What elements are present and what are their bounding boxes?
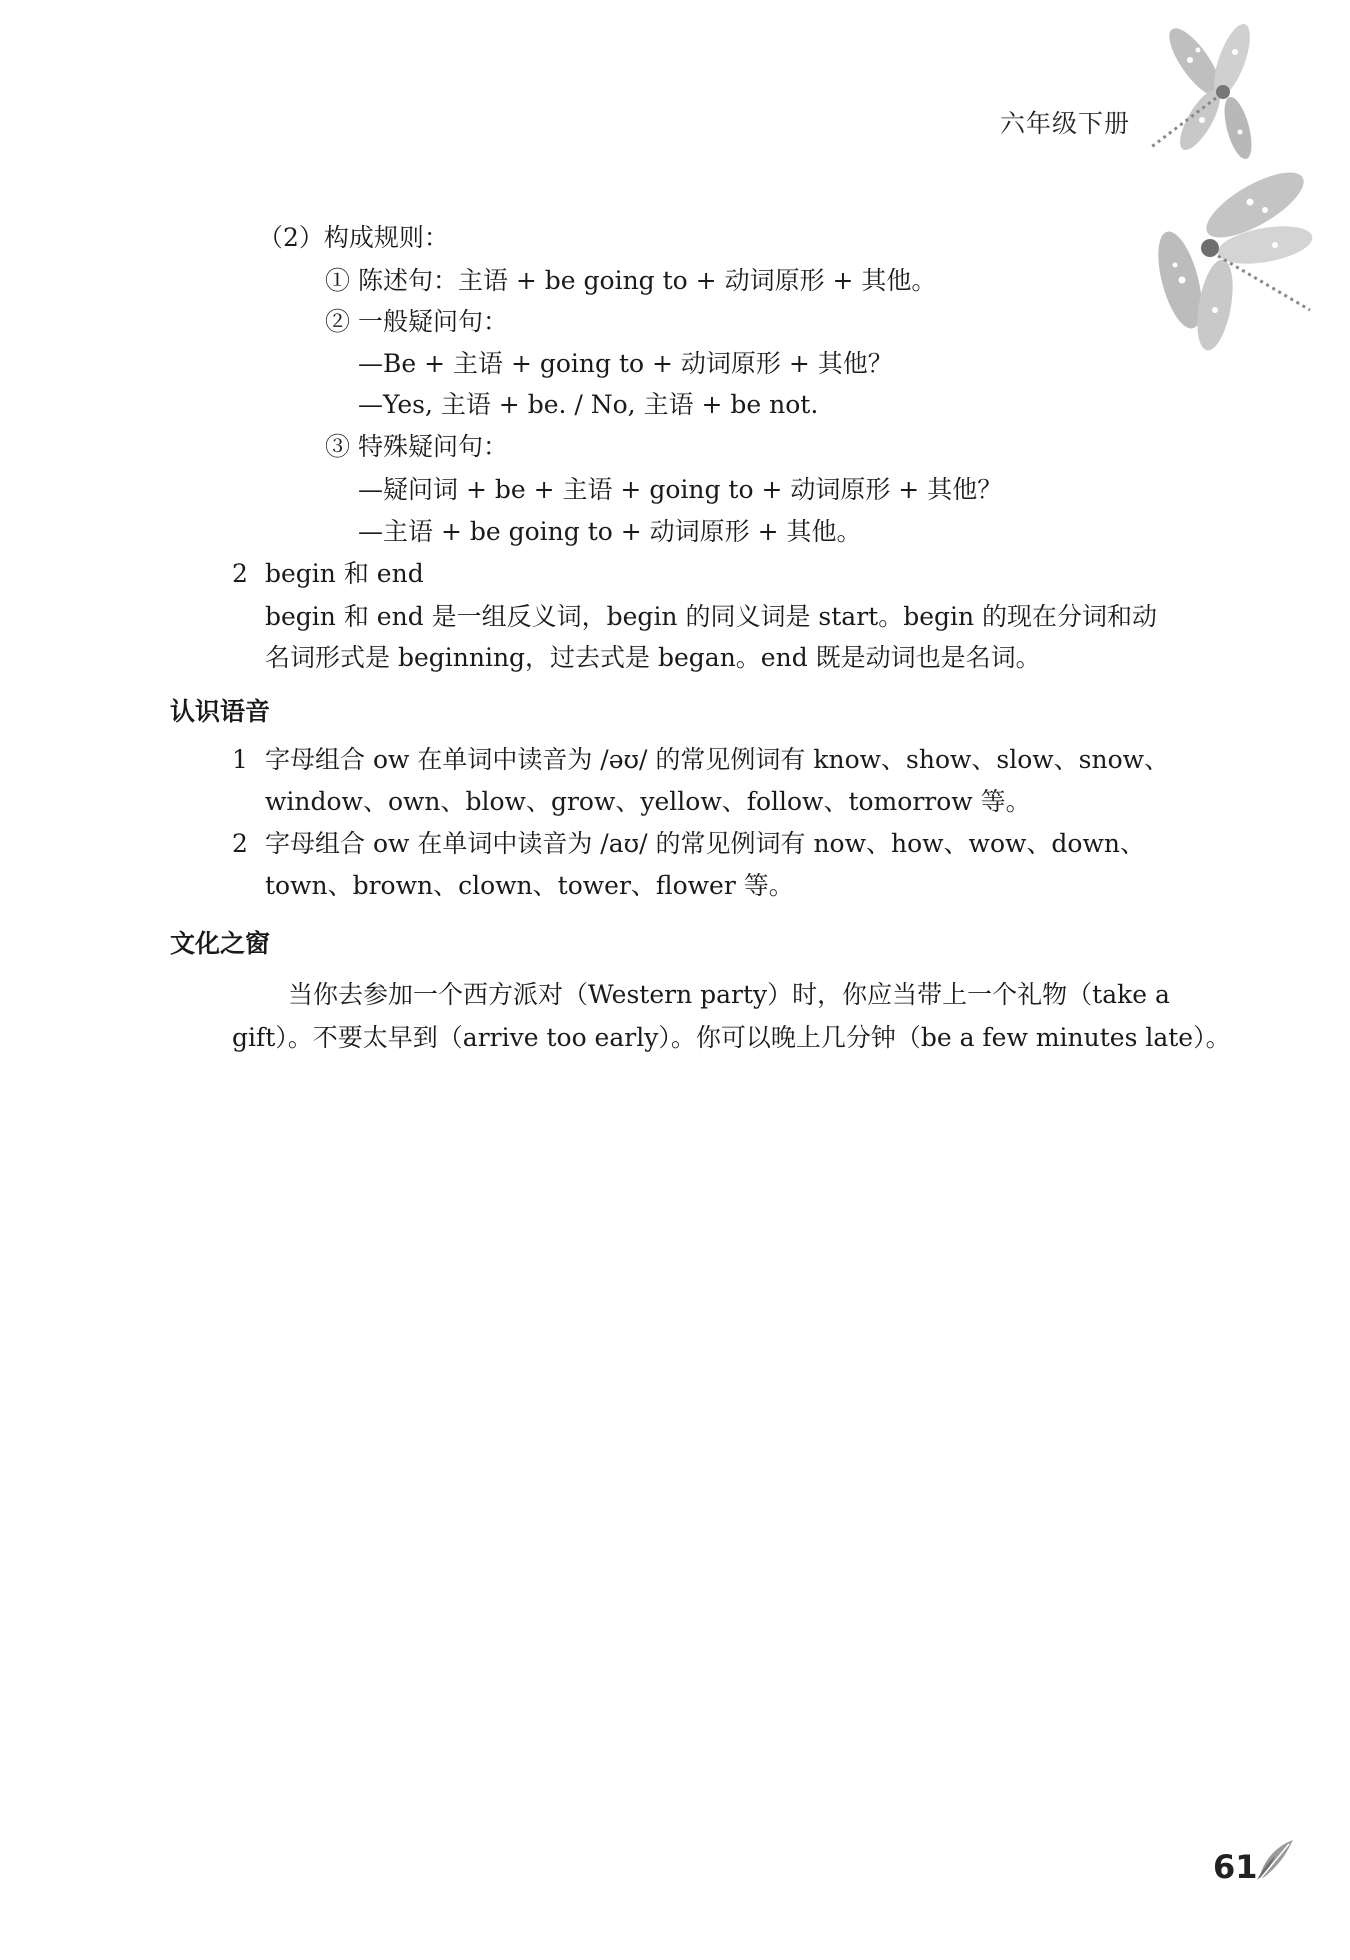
rule-item-wh-question-form: —疑问词 + be + 主语 + going to + 动词原形 + 其他？	[358, 475, 1003, 504]
leaf-icon	[1255, 1838, 1295, 1882]
phonics-item-1-line2: window、own、blow、grow、yellow、follow、tomorrow 等。	[265, 787, 1031, 816]
culture-text-line1: 当你去参加一个西方派对（Western party）时，你应当带上一个礼物（take a	[288, 980, 1170, 1009]
phonics-title: 认识语音	[170, 697, 271, 726]
rule-item-answer-form: —Yes, 主语 + be. / No, 主语 + be not.	[358, 390, 819, 419]
phonics-item-2-line1: 字母组合 ow 在单词中读音为 /aʊ/ 的常见例词有 now、how、wow、down、	[265, 829, 1145, 858]
culture-title: 文化之窗	[170, 929, 271, 958]
begin-end-text-line2: 名词形式是 beginning，过去式是 began。end 既是动词也是名词。	[265, 643, 1041, 672]
phonics-item-2-line2: town、brown、clown、tower、flower 等。	[265, 871, 794, 900]
begin-end-number: 2	[232, 559, 248, 588]
phonics-item-1-number: 1	[232, 745, 248, 774]
rule-item-wh-question: ③ 特殊疑问句：	[325, 432, 508, 461]
phonics-item-1-line1: 字母组合 ow 在单词中读音为 /əʊ/ 的常见例词有 know、show、slow、snow、	[265, 745, 1170, 774]
culture-text-line2: gift）。不要太早到（arrive too early）。你可以晚上几分钟（be a few minutes late）。	[232, 1023, 1231, 1052]
rule-item-statement: ① 陈述句：主语 + be going to + 动词原形 + 其他。	[325, 266, 937, 295]
dragonfly-top-icon	[1140, 20, 1270, 170]
rule-item-question-form: —Be + 主语 + going to + 动词原形 + 其他？	[358, 349, 893, 378]
phonics-item-2-number: 2	[232, 829, 248, 858]
begin-end-title: begin 和 end	[265, 559, 424, 588]
page-number: 61	[1213, 1848, 1258, 1886]
rule-item-wh-answer-form: —主语 + be going to + 动词原形 + 其他。	[358, 517, 862, 546]
grade-label: 六年级下册	[1000, 109, 1131, 138]
begin-end-text-line1: begin 和 end 是一组反义词，begin 的同义词是 start。begin 的现在分词和动	[265, 602, 1158, 631]
rule-heading: （2）构成规则：	[258, 223, 449, 252]
rule-item-yes-no-question: ② 一般疑问句：	[325, 307, 508, 336]
dragonfly-middle-icon	[1140, 160, 1320, 360]
